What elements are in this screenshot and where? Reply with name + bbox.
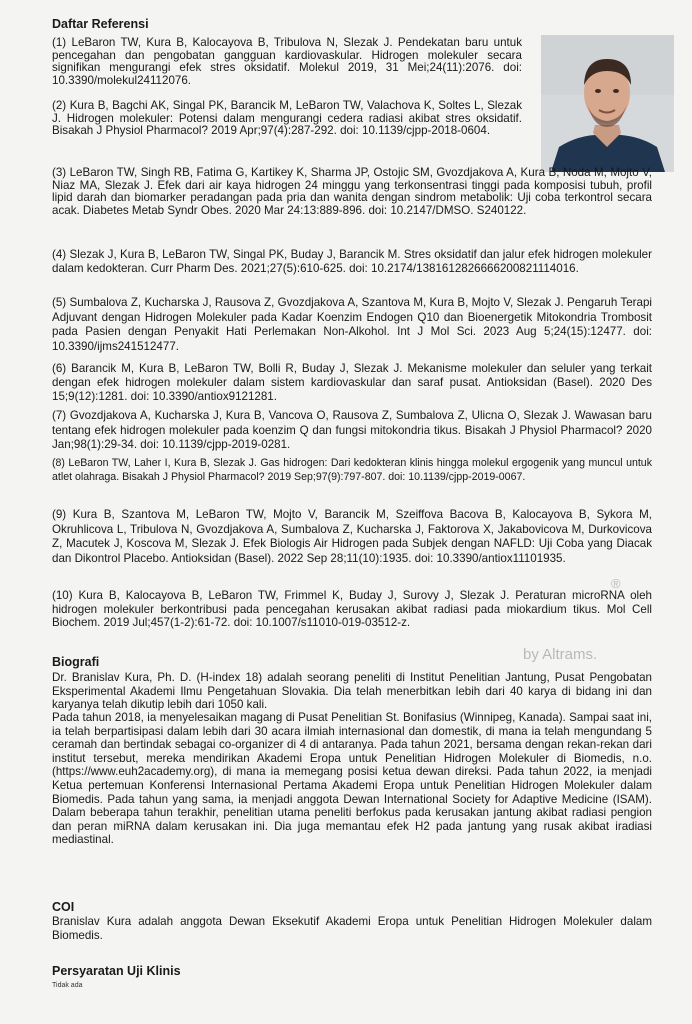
reference-2: (2) Kura B, Bagchi AK, Singal PK, Barancik M, LeBaron TW, Valachova K, Soltes L, Slezak J. Hidrogen molekuler: Potensi dalam mengurangi cedera radiasi akibat stres oksidatif. Bisakah J Physiol Pharmacol? 2019 Apr;97(4):287-292. doi: 10.1139/cjpp-2018-0604. [52,99,522,138]
reference-1: (1) LeBaron TW, Kura B, Kalocayova B, Tribulova N, Slezak J. Pendekatan baru untuk pencegahan dan pengobatan gangguan kardiovaskular. Hidrogen molekuler secara signifikan mengurangi efek stres oksidatif. Molekul 2019, 31 Mei;24(11):2076. doi: 10.3390/molekul24112076. [52,36,522,87]
biography-paragraph-2: Pada tahun 2018, ia menyelesaikan magang di Pusat Penelitian St. Bonifasius (Winnipeg, Kanada). Sampai saat ini, ia telah berpartisipasi dalam lebih dari 30 acara ilmiah internasional dan domestik, di mana ia telah mengundang 5 ceramah dan bertindak sebagai co-organizer di 4 di antaranya. Pada tahun 2021, bersama dengan rekan-rekan dari institut tersebut, mereka mendirikan Akademi Eropa untuk Penelitian Hidrogen Molekuler di Biomedis, n.o. (https://www.euh2academy.org), di mana ia memegang posisi ketua dewan direksi. Pada tahun 2022, ia menjadi Ketua pertemuan Konferensi Internasional Pertama Akademi Eropa untuk Penelitian Hidrogen Molekuler dalam Biomedis. Pada tahun yang sama, ia menjadi anggota Dewan International Society for Adaptive Medicine (ISAM). Dalam beberapa tahun terakhir, penelitian utama peneliti berfokus pada kerusakan jantung akibat radiasi pengion dan peran miRNA dalam kerusakan ini. Dia juga memantau efek H2 pada jantung yang rusak akibat iradiasi mediastinal. [52,711,652,847]
watermark-byline: by Altrams. [523,646,598,663]
biography-paragraph-1: Dr. Branislav Kura, Ph. D. (H-index 18) adalah seorang peneliti di Institut Penelitian Jantung, Pusat Pengobatan Eksperimental Akademi Ilmu Pengetahuan Slovakia. Dia telah menerbitkan lebih dari 40 karya di bidang ini dan karyanya telah dikutip lebih dari 1050 kali. [52,671,652,712]
reference-6: (6) Barancik M, Kura B, LeBaron TW, Bolli R, Buday J, Slezak J. Mekanisme molekuler dan seluler yang terkait dengan efek hidrogen molekuler dalam sistem kardiovaskular dan saraf pusat. Antioksidan (Basel). 2020 Des 15;9(12):1281. doi: 10.3390/antiox9121281. [52,362,652,403]
coi-heading: COI [52,900,75,914]
reference-8: (8) LeBaron TW, Laher I, Kura B, Slezak J. Gas hidrogen: Dari kedokteran klinis hingga molekul ergogenik yang muncul untuk atlet olahraga. Bisakah J Physiol Pharmacol? 2019 Sep;97(9):797-807. doi: 10.1139/cjpp-2019-0067. [52,457,652,483]
watermark-registered-mark: ® [611,576,621,591]
author-photo [541,35,674,172]
reference-3: (3) LeBaron TW, Singh RB, Fatima G, Kartikey K, Sharma JP, Ostojic SM, Gvozdjakova A, Kura B, Noda M, Mojto V, Niaz MA, Slezak J. Efek dari air kaya hidrogen 24 minggu yang terkonsentrasi tinggi pada komposisi tubuh, profil lipid darah dan biomarker peradangan pada pria dan wanita dengan sindrom metabolik: Uji coba terkontrol secara acak. Diabetes Metab Syndr Obes. 2020 Mar 24:13:889-896. doi: 10.2147/DMSO. S240122. [52,166,652,217]
reference-7: (7) Gvozdjakova A, Kucharska J, Kura B, Vancova O, Rausova Z, Sumbalova Z, Ulicna O, Slezak J. Wawasan baru tentang efek hidrogen molekuler pada koenzim Q dan fungsi mitokondria tikus. Bisakah J Physiol Pharmacol? 2020 Jan;98(1):29-34. doi: 10.1139/cjpp-2019-0281. [52,409,652,451]
biography-heading: Biografi [52,655,100,669]
clinical-trial-text: Tidak ada [52,982,83,989]
reference-5: (5) Sumbalova Z, Kucharska J, Rausova Z, Gvozdjakova A, Szantova M, Kura B, Mojto V, Slezak J. Pengaruh Terapi Adjuvant dengan Hidrogen Molekuler pada Kadar Koenzim Endogen Q10 dan Bioenergetik Mitokondria Trombosit pada Pasien dengan Penyakit Hati Perlemakan Non-Alkohol. Int J Mol Sci. 2023 Aug 5;24(15):12477. doi: 10.3390/ijms241512477. [52,296,652,353]
reference-4: (4) Slezak J, Kura B, LeBaron TW, Singal PK, Buday J, Barancik M. Stres oksidatif dan jalur efek hidrogen molekuler dalam kedokteran. Curr Pharm Des. 2021;27(5):610-625. doi: 10.2174/1381612826666200821114016. [52,248,652,275]
coi-text: Branislav Kura adalah anggota Dewan Eksekutif Akademi Eropa untuk Penelitian Hidrogen Molekuler dalam Biomedis. [52,915,652,942]
reference-10: (10) Kura B, Kalocayova B, LeBaron TW, Frimmel K, Buday J, Surovy J, Slezak J. Peraturan microRNA oleh hidrogen molekuler berkontribusi pada pencegahan kerusakan akibat radiasi pada miokardium tikus. Mol Cell Biochem. 2019 Jul;457(1-2):61-72. doi: 10.1007/s11010-019-03512-z. [52,589,652,629]
reference-9: (9) Kura B, Szantova M, LeBaron TW, Mojto V, Barancik M, Szeiffova Bacova B, Kalocayova B, Sykora M, Okruhlicova L, Tribulova N, Gvozdjakova A, Sumbalova Z, Kucharska J, Faktorova X, Jakabovicova M, Durkovicova Z, Macutek J, Koscova M, Slezak J. Efek Biologis Air Hidrogen pada Subjek dengan NAFLD: Uji Coba yang Diacak dan Dikontrol Placebo. Antioksidan (Basel). 2022 Sep 28;11(10):1935. doi: 10.3390/antiox11101935. [52,508,652,565]
references-heading: Daftar Referensi [52,17,149,31]
clinical-trial-heading: Persyaratan Uji Klinis [52,964,181,978]
